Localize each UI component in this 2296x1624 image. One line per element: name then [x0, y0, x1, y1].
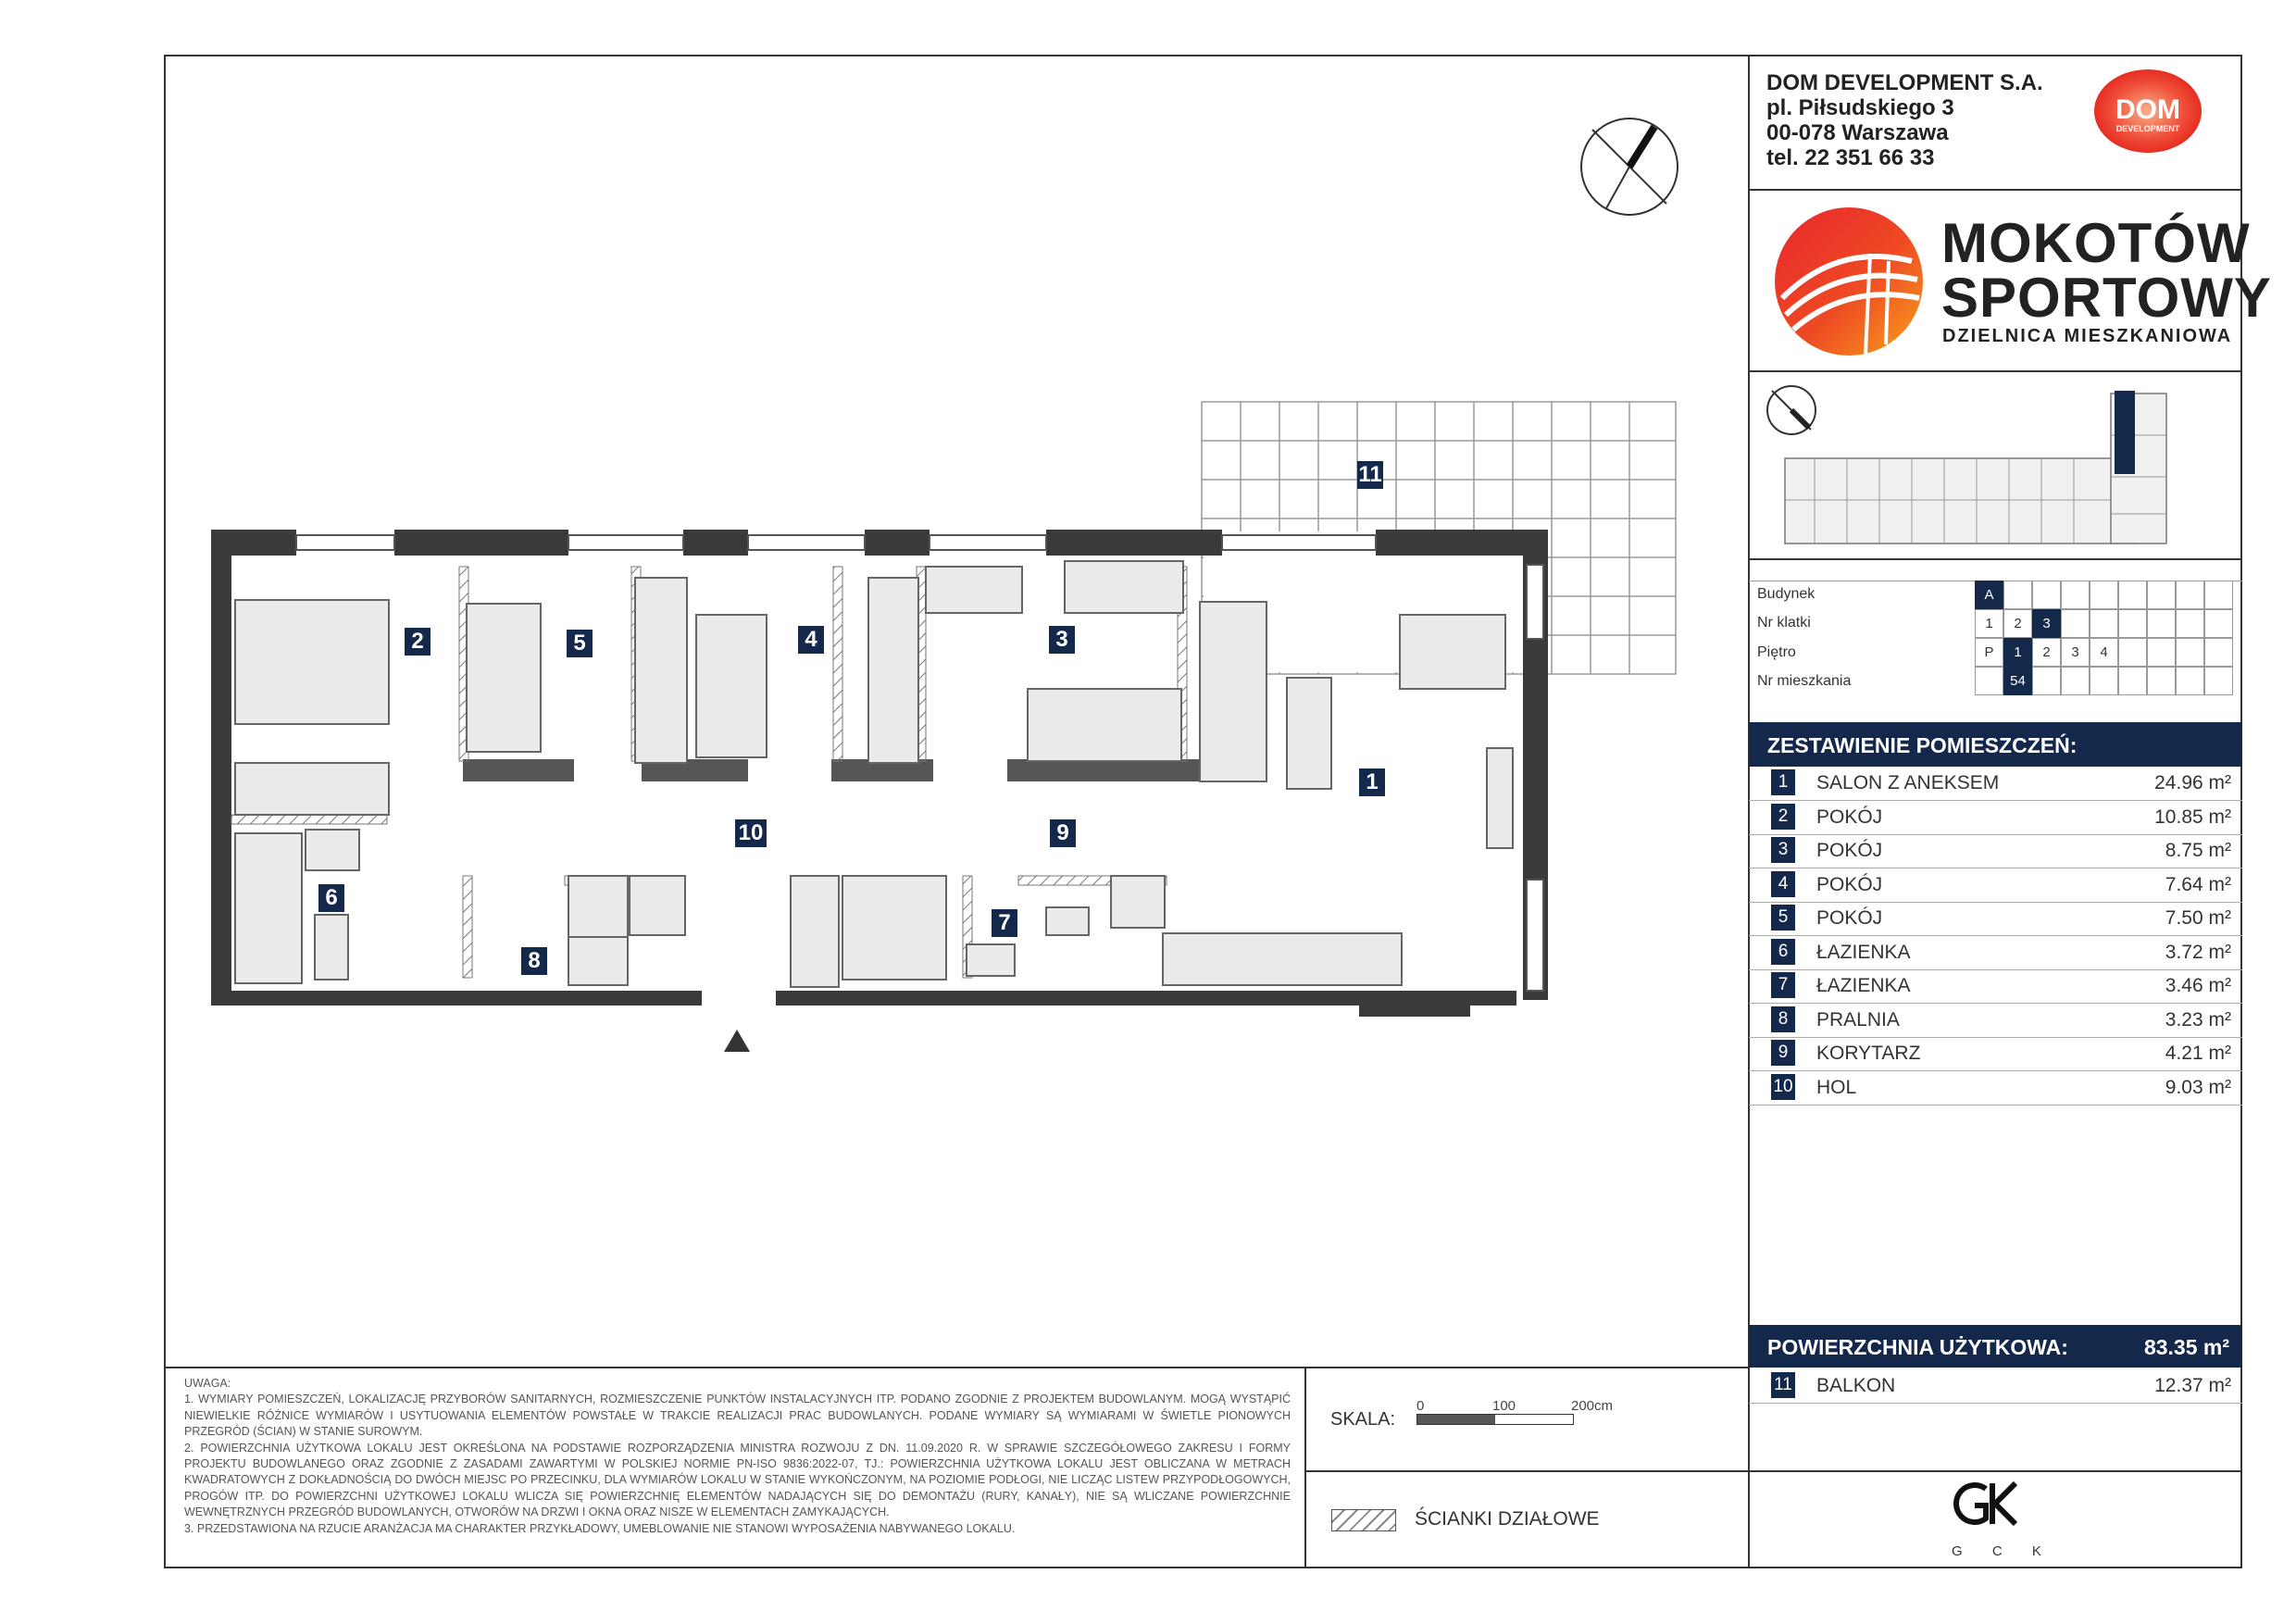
- rooms-header-text: ZESTAWIENIE POMIESZCZEŃ:: [1767, 733, 2078, 757]
- gck-logo: [1949, 1478, 2041, 1542]
- grid-cell-empty: [2003, 581, 2032, 609]
- usable-area-label: POWIERZCHNIA UŻYTKOWA:: [1767, 1335, 2068, 1359]
- grid-cell-empty: [2176, 638, 2204, 667]
- room-row: [1749, 1037, 2242, 1071]
- grid-cell-empty: [2204, 638, 2233, 667]
- company-info: [1766, 70, 2043, 170]
- grid-label-klatka: Nr klatki: [1757, 615, 1811, 631]
- plan-label-room-2: 2: [405, 628, 430, 656]
- room-name: POKÓJ: [1816, 806, 1883, 828]
- grid-cell-empty: [2118, 609, 2147, 638]
- grid-cell-klatka-2: 2: [2003, 609, 2032, 638]
- plan-label-room-7: 7: [992, 909, 1017, 937]
- key-plan: [1759, 380, 2203, 560]
- grid-cell-empty: [2147, 609, 2176, 638]
- room-row: [1749, 1071, 2242, 1106]
- room-area: 24.96 m²: [2154, 772, 2231, 793]
- room-row: [1749, 767, 2242, 801]
- grid-cell-mieszkanie-54: 54: [2003, 667, 2032, 695]
- grid-cell-empty: [2032, 581, 2061, 609]
- divider-scale: [1304, 1367, 1306, 1568]
- room-name: POKÓJ: [1816, 840, 1883, 861]
- room-name: PRALNIA: [1816, 1008, 1900, 1031]
- grid-cell-empty: [2176, 667, 2204, 695]
- room-number: 9: [1771, 1040, 1795, 1066]
- balcony-number: 11: [1771, 1372, 1795, 1398]
- grid-label-pietro: Piętro: [1757, 644, 1796, 660]
- room-area: 3.46 m²: [2165, 975, 2231, 996]
- dom-development-logo: [2089, 67, 2207, 156]
- scale-label: SKALA:: [1330, 1409, 1396, 1430]
- note-3: 3. PRZEDSTAWIONA NA RZUCIE ARANŻACJA MA CHARAKTER PRZYKŁADOWY, UMEBLOWANIE NIE STANOWI WYPOSAŻENIA NABYWANEGO LOKALU.: [184, 1521, 1016, 1535]
- company-street: pl. Piłsudskiego 3: [1766, 95, 1954, 120]
- dom-logo-subtext: DEVELOPMENT: [2115, 124, 2180, 133]
- room-row: [1749, 936, 2242, 970]
- room-area: 3.72 m²: [2165, 941, 2231, 963]
- grid-cell-empty: [2147, 581, 2176, 609]
- room-area: 10.85 m²: [2154, 806, 2231, 828]
- grid-cell-empty: [2176, 609, 2204, 638]
- legend-walls-label: ŚCIANKI DZIAŁOWE: [1415, 1508, 1600, 1530]
- room-number: 7: [1771, 972, 1795, 998]
- room-area: 4.21 m²: [2165, 1043, 2231, 1064]
- gck-letters: G C K: [1952, 1543, 2054, 1559]
- project-logo-emblem: [1773, 206, 1926, 363]
- grid-cell-empty: [2204, 667, 2233, 695]
- room-number: 5: [1771, 905, 1795, 931]
- room-number: 4: [1771, 871, 1795, 897]
- plan-label-room-9: 9: [1050, 819, 1076, 847]
- grid-cell-klatka-3: 3: [2032, 609, 2061, 638]
- room-area: 3.23 m²: [2165, 1008, 2231, 1031]
- grid-cell-empty: [2147, 667, 2176, 695]
- plan-label-room-6: 6: [318, 884, 344, 912]
- scale-tick-0: 0: [1416, 1398, 1425, 1414]
- room-name: POKÓJ: [1816, 873, 1883, 895]
- room-name: POKÓJ: [1816, 907, 1883, 929]
- grid-cell-empty: [2204, 609, 2233, 638]
- room-row: [1749, 834, 2242, 868]
- balcony-area: 12.37 m²: [2154, 1375, 2231, 1396]
- plan-label-room-1: 1: [1359, 768, 1385, 796]
- grid-cell-pietro-1: 1: [2003, 638, 2032, 667]
- room-name: HOL: [1816, 1076, 1857, 1098]
- balcony-name: BALKON: [1816, 1375, 1896, 1396]
- grid-cell-pietro-2: 2: [2032, 638, 2061, 667]
- grid-cell-empty: [2061, 609, 2090, 638]
- note-1: 1. WYMIARY POMIESZCZEŃ, LOKALIZACJĘ PRZYBORÓW SANITARNYCH, ROZMIESZCZENIE PUNKTÓW INSTALACYJNYCH ITP. PODANO ZGODNIE Z PROJEKTEM BUDOWLANYM. MOGĄ WYSTĄPIĆ NIEWIELKIE RÓŻNICE WYMIARÓW I USYTUOWANIA ELEMENTÓW POWSTAŁE W TRAKCIE REALIZACJI PRAC BUDOWLANYCH. PODANE WYMIARY SĄ WYMIARAMI W ŚWIETLE PIONOWYCH PRZEGRÓD (ŚCIAN) W STANIE SUROWYM.: [184, 1393, 1291, 1439]
- plan-label-room-11: 11: [1358, 462, 1382, 487]
- grid-cell-klatka-1: 1: [1975, 609, 2003, 638]
- room-number: 10: [1771, 1074, 1795, 1100]
- project-title-line2: SPORTOWY: [1941, 267, 2272, 329]
- hatch-swatch: [1331, 1509, 1396, 1531]
- divider-architect: [1749, 1470, 2242, 1472]
- grid-cell-empty: [2147, 638, 2176, 667]
- room-area: 7.50 m²: [2165, 907, 2231, 929]
- grid-cell-empty: [2118, 638, 2147, 667]
- rooms-header: [1749, 722, 2242, 767]
- balcony-row: [1749, 1369, 2242, 1404]
- usable-area-bar: [1749, 1325, 2242, 1368]
- grid-cell-budynek-a: A: [1975, 581, 2003, 609]
- grid-cell-empty: [2176, 581, 2204, 609]
- grid-cell-empty: [2061, 667, 2090, 695]
- grid-cell-empty: [2090, 581, 2118, 609]
- room-number: 6: [1771, 939, 1795, 965]
- scale-tick-100: 100: [1492, 1398, 1516, 1414]
- room-name: ŁAZIENKA: [1816, 975, 1911, 996]
- grid-cell-pietro-3: 3: [2061, 638, 2090, 667]
- room-number: 2: [1771, 804, 1795, 830]
- grid-cell-empty: [1975, 667, 2003, 695]
- room-name: SALON Z ANEKSEM: [1816, 772, 2000, 793]
- room-area: 9.03 m²: [2165, 1076, 2231, 1098]
- plan-label-room-5: 5: [567, 630, 593, 657]
- grid-cell-empty: [2118, 581, 2147, 609]
- grid-cell-empty: [2090, 667, 2118, 695]
- divider-legend: [1304, 1470, 1749, 1472]
- note-2: 2. POWIERZCHNIA UŻYTKOWA LOKALU JEST OKREŚLONA NA PODSTAWIE ROZPORZĄDZENIA MINISTRA ROZWOJU Z DN. 11.09.2020 R. W SPRAWIE SZCZEGÓŁOWEGO ZAKRESU I FORMY PROJEKTU BUDOWLANEGO ORAZ ZGODNIE Z ZASADAMI ZAWARTYMI W POLSKIEJ NORMIE PN-ISO 9836:2022-07, TJ.: POWIERZCHNIA UŻYTKOWA LOKALU JEST OBLICZANA W METRACH KWADRATOWYCH Z DOKŁADNOŚCIĄ DO DWÓCH MIEJSC PO PRZECINKU, DLA WYMIARÓW LOKALU W STANIE WYKOŃCZONYM, NA POZIOMIE PODŁOGI, NIE LICZĄC LISTEW PRZYPODŁOGOWYCH, PROGÓW ITP. DO POWIERZCHNI UŻYTKOWEJ LOKALU WLICZA SIĘ POWIERZCHNIĘ ELEMENTÓW NADAJĄCYCH SIĘ DO DEMONTAŻU (RURY, KANAŁY), NIE SĄ WLICZANE POWIERZCHNIE WEWNĘTRZNYCH PRZEGRÓD BUDOWLANYCH, OTWORÓW NA DRZWI I OKNA ORAZ NISZE W ELEMENTACH ZAMYKAJĄCYCH.: [184, 1441, 1291, 1519]
- grid-cell-empty: [2204, 581, 2233, 609]
- room-name: KORYTARZ: [1816, 1043, 1921, 1064]
- grid-cell-empty: [2090, 609, 2118, 638]
- grid-cell-empty: [2118, 667, 2147, 695]
- plan-label-room-8: 8: [521, 947, 547, 975]
- room-number: 8: [1771, 1006, 1795, 1032]
- grid-label-mieszkanie: Nr mieszkania: [1757, 673, 1852, 689]
- notes: [184, 1376, 1291, 1537]
- company-name: DOM DEVELOPMENT S.A.: [1766, 70, 2043, 95]
- room-row: [1749, 969, 2242, 1004]
- room-name: ŁAZIENKA: [1816, 941, 1911, 963]
- room-row: [1749, 1004, 2242, 1038]
- usable-area-value: 83.35 m²: [2143, 1335, 2229, 1359]
- grid-cell-empty: [2061, 581, 2090, 609]
- room-row: [1749, 868, 2242, 903]
- room-number: 1: [1771, 769, 1795, 795]
- project-title-line1: MOKOTÓW: [1941, 212, 2251, 274]
- project-subtitle: DZIELNICA MIESZKANIOWA: [1942, 326, 2233, 346]
- room-area: 8.75 m²: [2165, 840, 2231, 861]
- scale-tick-200: 200cm: [1571, 1398, 1614, 1414]
- dom-logo-text: DOM: [2115, 94, 2180, 125]
- company-city: 00-078 Warszawa: [1766, 120, 1949, 145]
- notes-title: UWAGA:: [184, 1377, 231, 1390]
- grid-cell-pietro-4: 4: [2090, 638, 2118, 667]
- company-phone: tel. 22 351 66 33: [1766, 145, 1935, 170]
- room-row: [1749, 801, 2242, 835]
- plan-label-room-4: 4: [798, 626, 824, 654]
- grid-label-budynek: Budynek: [1757, 586, 1816, 602]
- divider-company: [1749, 189, 2242, 191]
- room-area: 7.64 m²: [2165, 873, 2231, 895]
- scale-bar: [1416, 1414, 1574, 1425]
- divider-logo: [1749, 370, 2242, 372]
- plan-label-room-3: 3: [1049, 626, 1075, 654]
- plan-label-room-10: 10: [735, 819, 767, 847]
- room-row: [1749, 902, 2242, 936]
- grid-cell-empty: [2032, 667, 2061, 695]
- room-number: 3: [1771, 837, 1795, 863]
- grid-cell-pietro-p: P: [1975, 638, 2003, 667]
